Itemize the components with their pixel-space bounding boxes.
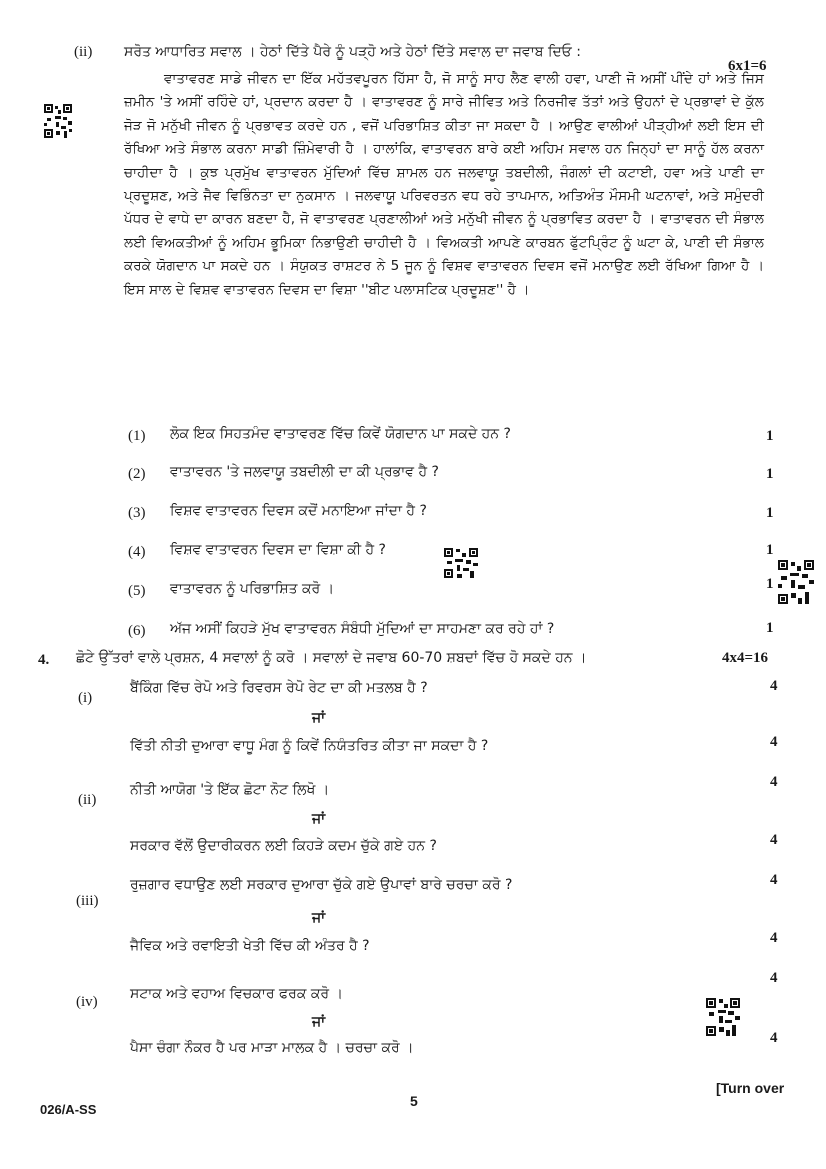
question-text: ਵਿਸ਼ਵ ਵਾਤਾਵਰਨ ਦਿਵਸ ਕਦੋਂ ਮਨਾਇਆ ਜਾਂਦਾ ਹੈ ?: [170, 503, 427, 519]
question-number: (5): [128, 583, 146, 599]
question-marks: 4: [770, 970, 778, 986]
question-text: ਜੈਵਿਕ ਅਤੇ ਰਵਾਇਤੀ ਖੇਤੀ ਵਿੱਚ ਕੀ ਅੰਤਰ ਹੈ ?: [130, 938, 370, 954]
question-text: ਨੀਤੀ ਆਯੋਗ 'ਤੇ ਇੱਕ ਛੋਟਾ ਨੋਟ ਲਿਖੋ ।: [130, 782, 330, 798]
question-marks: 1: [766, 620, 774, 636]
question-number: 4.: [38, 652, 50, 668]
question-marks: 1: [766, 428, 774, 444]
question-text: ਅੱਜ ਅਸੀਂ ਕਿਹੜੇ ਮੁੱਖ ਵਾਤਾਵਰਨ ਸੰਬੰਧੀ ਮੁੱਦਿਆਂ ਦਾ ਸਾਹਮਣਾ ਕਰ ਰਹੇ ਹਾਂ ?: [170, 621, 555, 637]
question-marks: 1: [766, 542, 774, 558]
question-marks: 4: [770, 930, 778, 946]
qr-code-icon: [706, 998, 740, 1036]
question-text: ਵਿਸ਼ਵ ਵਾਤਾਵਰਨ ਦਿਵਸ ਦਾ ਵਿਸ਼ਾ ਕੀ ਹੈ ?: [170, 542, 386, 558]
item-label: (iv): [76, 994, 98, 1010]
question-text: ਸਰਕਾਰ ਵੱਲੋਂ ਉਦਾਰੀਕਰਨ ਲਈ ਕਿਹੜੇ ਕਦਮ ਚੁੱਕੇ ਗਏ ਹਨ ?: [130, 838, 437, 854]
item-label: (iii): [76, 893, 99, 909]
question-text: ਪੈਸਾ ਚੰਗਾ ਨੌਕਰ ਹੈ ਪਰ ਮਾੜਾ ਮਾਲਕ ਹੈ । ਚਰਚਾ ਕਰੋ ।: [130, 1040, 414, 1056]
question-text: ਲੋਕ ਇਕ ਸਿਹਤਮੰਦ ਵਾਤਾਵਰਣ ਵਿੱਚ ਕਿਵੇਂ ਯੋਗਦਾਨ ਪਾ ਸਕਦੇ ਹਨ ?: [170, 426, 511, 442]
question-marks: 4: [770, 678, 778, 694]
question-number: (6): [128, 623, 146, 639]
or-separator: ਜਾਂ: [312, 1014, 326, 1030]
question-text: ਬੈਂਕਿੰਗ ਵਿੱਚ ਰੇਪੋ ਅਤੇ ਰਿਵਰਸ ਰੇਪੋ ਰੇਟ ਦਾ ਕੀ ਮਤਲਬ ਹੈ ?: [130, 680, 428, 696]
question-marks: 4: [770, 872, 778, 888]
question-marks: 1: [766, 466, 774, 482]
question-text: ਵਿੱਤੀ ਨੀਤੀ ਦੁਆਰਾ ਵਾਧੂ ਮੰਗ ਨੂੰ ਕਿਵੇਂ ਨਿਯੰਤਰਿਤ ਕੀਤਾ ਜਾ ਸਕਦਾ ਹੈ ?: [130, 738, 489, 754]
section-marks: 4x4=16: [722, 650, 769, 666]
or-separator: ਜਾਂ: [312, 811, 326, 827]
question-marks: 4: [770, 734, 778, 750]
question-marks: 4: [770, 774, 778, 790]
or-separator: ਜਾਂ: [312, 710, 326, 726]
turn-over-label: [Turn over: [716, 1080, 785, 1096]
question-number: (4): [128, 544, 146, 560]
qr-code-icon: [44, 104, 72, 138]
question-number: (1): [128, 428, 146, 444]
question-text: ਰੁਜ਼ਗਾਰ ਵਧਾਉਣ ਲਈ ਸਰਕਾਰ ਦੁਆਰਾ ਚੁੱਕੇ ਗਏ ਉਪਾਵਾਂ ਬਾਰੇ ਚਰਚਾ ਕਰੋ ?: [130, 877, 513, 893]
section-instruction: ਛੋਟੇ ਉੱਤਰਾਂ ਵਾਲੇ ਪ੍ਰਸ਼ਨ, 4 ਸਵਾਲਾਂ ਨੂੰ ਕਰੋ । ਸਵਾਲਾਂ ਦੇ ਜਵਾਬ 60-70 ਸ਼ਬਦਾਂ ਵਿੱਚ ਹੋ ਸਕਦੇ ਹਨ ।: [76, 650, 587, 666]
section-instruction: ਸਰੋਤ ਆਧਾਰਿਤ ਸਵਾਲ । ਹੇਠਾਂ ਦਿੱਤੇ ਪੈਰੇ ਨੂੰ ਪੜ੍ਹੋ ਅਤੇ ਹੇਠਾਂ ਦਿੱਤੇ ਸਵਾਲ ਦਾ ਜਵਾਬ ਦਿਓ :: [124, 44, 581, 60]
or-separator: ਜਾਂ: [312, 910, 326, 926]
qr-code-icon: [778, 560, 814, 604]
question-number: (3): [128, 505, 146, 521]
source-passage: ਵਾਤਾਵਰਣ ਸਾਡੇ ਜੀਵਨ ਦਾ ਇੱਕ ਮਹੱਤਵਪੂਰਨ ਹਿੱਸਾ ਹੈ, ਜੋ ਸਾਨੂੰ ਸਾਹ ਲੈਣ ਵਾਲੀ ਹਵਾ, ਪਾਣੀ ਜੋ ਅਸੀਂ ਪੀਂਦੇ ਹਾਂ ਅਤੇ ਜਿਸ ਜ਼ਮੀਨ 'ਤੇ ਅਸੀਂ ਰਹਿੰਦੇ ਹਾਂ, ਪ੍ਰਦਾਨ ਕਰਦਾ ਹੈ । ਵਾਤਾਵਰਣ ਨੂੰ ਸਾਰੇ ਜੀਵਿਤ ਅਤੇ ਨਿਰਜੀਵ ਤੱਤਾਂ ਅਤੇ ਉਹਨਾਂ ਦੇ ਪ੍ਰਭਾਵਾਂ ਦੇ ਕੁੱਲ ਜੋੜ ਜੋ ਮਨੁੱਖੀ ਜੀਵਨ ਨੂੰ ਪ੍ਰਭਾਵਤ ਕਰਦੇ ਹਨ , ਵਜੋਂ ਪਰਿਭਾਸ਼ਿਤ ਕੀਤਾ ਜਾ ਸਕਦਾ ਹੈ । ਆਉਣ ਵਾਲੀਆਂ ਪੀੜ੍ਹੀਆਂ ਲਈ ਇਸ ਦੀ ਰੱਖਿਆ ਅਤੇ ਸੰਭਾਲ ਕਰਨਾ ਸਾਡੀ ਜ਼ਿੰਮੇਵਾਰੀ ਹੈ । ਹਾਲਾਂਕਿ, ਵਾਤਾਵਰਨ ਬਾਰੇ ਕਈ ਅਹਿਮ ਸਵਾਲ ਹਨ ਜਿਨ੍ਹਾਂ ਦਾ ਸਾਨੂੰ ਹੱਲ ਕਰਨਾ ਚਾਹੀਦਾ ਹੈ । ਕੁਝ ਪ੍ਰਮੁੱਖ ਵਾਤਾਵਰਨ ਮੁੱਦਿਆਂ ਵਿੱਚ ਸ਼ਾਮਲ ਹਨ ਜਲਵਾਯੂ ਤਬਦੀਲੀ, ਜੰਗਲਾਂ ਦੀ ਕਟਾਈ, ਹਵਾ ਅਤੇ ਪਾਣੀ ਦਾ ਪ੍ਰਦੂਸ਼ਣ, ਅਤੇ ਜੈਵ ਵਿਭਿੰਨਤਾ ਦਾ ਨੁਕਸਾਨ । ਜਲਵਾਯੂ ਪਰਿਵਰਤਨ ਵਧ ਰਹੇ ਤਾਪਮਾਨ, ਅਤਿਅੰਤ ਮੌਸਮੀ ਘਟਨਾਵਾਂ, ਅਤੇ ਸਮੁੰਦਰੀ ਪੱਧਰ ਦੇ ਵਾਧੇ ਦਾ ਕਾਰਨ ਬਣਦਾ ਹੈ, ਜੋ ਵਾਤਾਵਰਣ ਪ੍ਰਣਾਲੀਆਂ ਅਤੇ ਮਨੁੱਖੀ ਜੀਵਨ ਨੂੰ ਪ੍ਰਭਾਵਿਤ ਕਰਦਾ ਹੈ । ਵਾਤਾਵਰਨ ਦੀ ਸੰਭਾਲ ਲਈ ਵਿਅਕਤੀਆਂ ਨੂੰ ਅਹਿਮ ਭੂਮਿਕਾ ਨਿਭਾਉਣੀ ਚਾਹੀਦੀ ਹੈ । ਵਿਅਕਤੀ ਆਪਣੇ ਕਾਰਬਨ ਫੁੱਟਪ੍ਰਿੰਟ ਨੂੰ ਘਟਾ ਕੇ, ਪਾਣੀ ਦੀ ਸੰਭਾਲ ਕਰਕੇ ਯੋਗਦਾਨ ਪਾ ਸਕਦੇ ਹਨ । ਸੰਯੁਕਤ ਰਾਸ਼ਟਰ ਨੇ 5 ਜੂਨ ਨੂੰ ਵਿਸ਼ਵ ਵਾਤਾਵਰਨ ਦਿਵਸ ਵਜੋਂ ਮਨਾਉਣ ਲਈ ਰੱਖਿਆ ਗਿਆ ਹੈ । ਇਸ ਸਾਲ ਦੇ ਵਿਸ਼ਵ ਵਾਤਾਵਰਨ ਦਿਵਸ ਦਾ ਵਿਸ਼ਾ ''ਬੀਟ ਪਲਾਸਟਿਕ ਪ੍ਰਦੂਸ਼ਣ'' ਹੈ ।: [124, 71, 764, 298]
question-text: ਸਟਾਕ ਅਤੇ ਵਹਾਅ ਵਿਚਕਾਰ ਫਰਕ ਕਰੋ ।: [130, 986, 343, 1002]
qr-code-icon: [444, 548, 478, 578]
question-number: (2): [128, 466, 146, 482]
question-text: ਵਾਤਾਵਰਨ ਨੂੰ ਪਰਿਭਾਸ਼ਿਤ ਕਰੋ ।: [170, 581, 335, 597]
question-text: ਵਾਤਾਵਰਨ 'ਤੇ ਜਲਵਾਯੂ ਤਬਦੀਲੀ ਦਾ ਕੀ ਪ੍ਰਭਾਵ ਹੈ ?: [170, 464, 439, 480]
section-marks: 6x1=6: [728, 58, 767, 74]
item-label: (i): [78, 690, 93, 706]
question-marks: 4: [770, 1030, 778, 1046]
question-marks: 1: [766, 576, 774, 592]
page-number: 5: [410, 1093, 418, 1109]
item-label: (ii): [78, 792, 97, 808]
question-marks: 1: [766, 505, 774, 521]
paper-code: 026/A-SS: [40, 1102, 97, 1117]
section-label: (ii): [74, 44, 93, 60]
question-marks: 4: [770, 832, 778, 848]
